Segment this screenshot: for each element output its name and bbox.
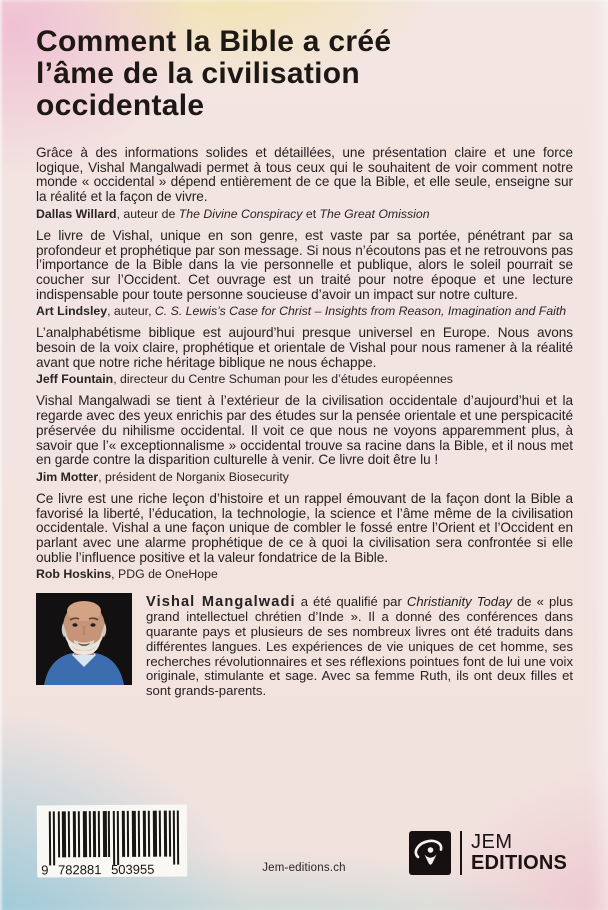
book-title xyxy=(36,26,573,122)
publisher-website: Jem-editions.ch xyxy=(262,862,346,874)
publisher-logo xyxy=(409,831,567,875)
author-bio xyxy=(36,593,573,699)
jem-logo-icon xyxy=(409,831,451,875)
quote-block xyxy=(36,326,573,386)
quote-block xyxy=(36,394,573,484)
logo-divider xyxy=(460,831,462,875)
barcode-digits: 9 782881 503955 xyxy=(41,861,155,878)
quote-text: Le livre de Vishal, unique en son genre, est vaste par sa portée, pénétrant par sa profondeur et prophétique par son message. Si nous n’écoutons pas et ne retrouvons pas l’importance de la Bible dans la vie personnelle et publique, alors le soleil pourrait se coucher sur l’Occident. Cet ouvrage est un traité pour notre époque et une lecture indispensable pour toute personne soucieuse d’avoir un impact sur notre culture. xyxy=(36,227,573,302)
quote-block xyxy=(36,492,573,582)
quote-attribution: Art Lindsley, auteur, C. S. Lewis’s Case for Christ – Insights from Reason, Imagination and Faith xyxy=(36,304,567,319)
quote-attribution: Rob Hoskins, PDG de OneHope xyxy=(36,567,218,582)
author-photo xyxy=(36,593,132,685)
quote-text: Ce livre est une riche leçon d’histoire et un rappel émouvant de la façon dont la Bible a favorisé la liberté, l’éducation, la technologie, la science et l’âme même de la civilisation occidentale. Vishal a une façon unique de combler le fossé entre l’Orient et l’Occident en parlant avec une alarme prophétique de ce à quoi la civilisation sera confrontée si elle oublie l’influence positive et la valeur fondatrice de la Bible. xyxy=(36,490,573,565)
book-title-line-3: occidentale xyxy=(36,89,205,122)
quote-author: Rob Hoskins xyxy=(36,567,112,582)
quote-text: L’analphabétisme biblique est aujourd’hui presque universel en Europe. Nous avons besoin de la voix claire, prophétique et orientale de Vishal pour nous ramener à la réalité avant que notre riche héritage biblique ne nous échappe. xyxy=(36,325,573,370)
barcode-bars xyxy=(49,811,179,866)
quote-attribution: Jeff Fountain, directeur du Centre Schuman pour les d’études européennes xyxy=(36,372,453,387)
quote-block xyxy=(36,229,573,319)
quote-author: Jeff Fountain xyxy=(36,372,114,387)
endorsement-quotes xyxy=(36,146,573,581)
book-title-line-2: l’âme de la civilisation xyxy=(36,57,361,90)
quote-text: Vishal Mangalwadi se tient à l’extérieur de la civilisation occidentale d’aujourd’hui et la regarde avec des yeux enrichis par des études sur la pensée orientale et une perspicacité préservée du nihilisme occidental. Il voit ce que nous ne voyons apparemment plus, à savoir que l’« exceptionnalisme » occidental trouve sa racine dans la Bible, et il nous met en garde contre la disparition culturelle à venir. Ce livre doit être lu ! xyxy=(36,393,573,468)
quote-author: Art Lindsley xyxy=(36,304,108,319)
quote-text: Grâce à des informations solides et détaillées, une présentation claire et une force logique, Vishal Mangalwadi permet à tous ceux qui le souhaitent de voir comment notre monde « occidental » dépend entièrement de ce que la Bible, et elle seule, enseigne sur la réalité et la façon de vivre. xyxy=(36,145,573,205)
quote-author: Dallas Willard xyxy=(36,206,117,221)
book-title-line-1: Comment la Bible a créé xyxy=(36,25,392,58)
quote-attribution: Dallas Willard, auteur de The Divine Conspiracy et The Great Omission xyxy=(36,206,430,221)
quote-author: Jim Motter xyxy=(36,469,99,484)
author-bio-text: Vishal Mangalwadi a été qualifié par Christianity Today de « plus grand intellectuel chrétien d’Inde ». Il a donné des conférences dans quarante pays et plusieurs de ses nombreux livres ont été traduits dans différentes langues. Les expériences de vie uniques de cet homme, ses recherches révolutionnaires et ses réflexions pointues font de lui une voix originale, stimulante et sage. Avec sa femme Ruth, ils ont deux filles et sont grands-parents. xyxy=(146,594,574,699)
author-name: Vishal Mangalwadi xyxy=(146,594,296,611)
quote-block xyxy=(36,146,573,221)
barcode xyxy=(37,804,187,877)
quote-attribution: Jim Motter, président de Norganix Biosecurity xyxy=(36,469,289,484)
publisher-name: JEM EDITIONS xyxy=(471,831,568,874)
